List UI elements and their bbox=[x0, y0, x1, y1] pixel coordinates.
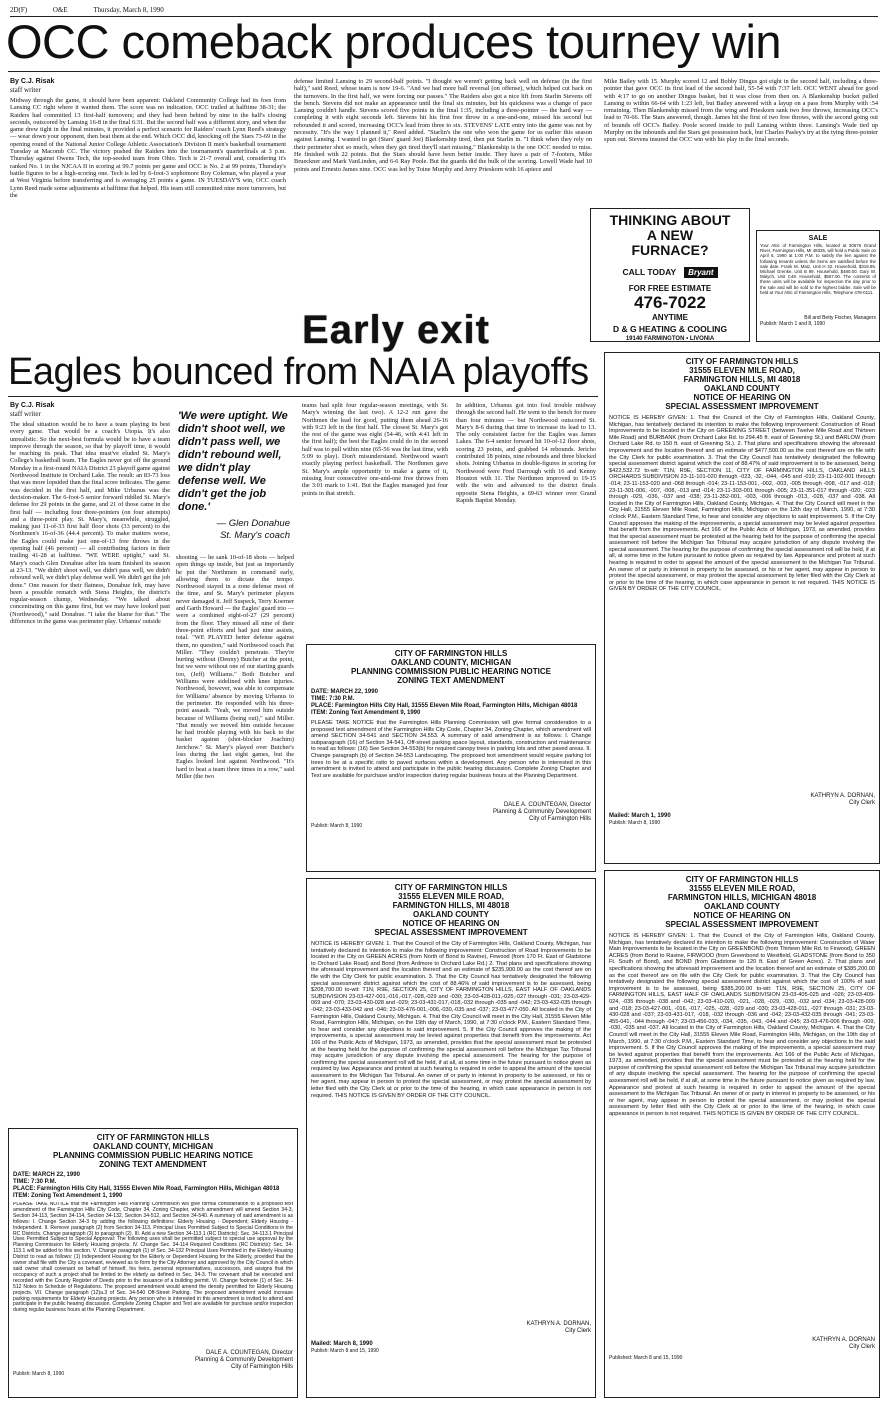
notice-signature-2: City Clerk bbox=[848, 800, 875, 806]
story2-kicker: Early exit bbox=[302, 308, 490, 352]
notice-heading-3: FARMINGTON HILLS, MICHIGAN 48018 bbox=[667, 893, 817, 902]
story1-role: staff writer bbox=[10, 86, 41, 94]
notice-heading-3: FARMINGTON HILLS, MI 48018 bbox=[683, 375, 801, 384]
notice-signature-1: KATHRYN A. DORNAN bbox=[812, 1337, 875, 1343]
ad-estimate: FOR FREE ESTIMATE bbox=[628, 284, 712, 293]
notice-time: TIME: 7:30 P.M. bbox=[13, 1179, 57, 1185]
story1-col1 bbox=[10, 78, 286, 311]
notice-heading-2: OAKLAND COUNTY, MICHIGAN bbox=[391, 658, 511, 667]
sale-publish: Publish: March 1 and 8, 1990 bbox=[760, 321, 826, 327]
story1-text-3: Mike Bailey with 15. Murphy scored 12 and Bobby Dingus got eight in the second half, including a three-pointer that gave OCC its first lead of the second half, 55-54 with 7:37 left. OCC WENT ahead for good with 4:17 to go on another Dingus basket, but it was close from then on. A Blankenship bucket pulled Lansing to within 66-64 with 1:23 left, but Bailey answered with a layup on a pass from Murphy with :54 remaining. Then Blankenship missed from the wing and Prieskorn sank two free throws, increasing OCC's lead to 70-66. The Stars answered, though. James hit the first of two free throws, with the second going out of bounds off OCC's Bailey. Poole scored inside to pull Lansing within three. Lansing's Wade tied up Murphy on the inbounds and the Stars got possession back, but Charles Pasley's try at the tying three-pointer spun out. Stevens insured the OCC win with his play in the final seconds. bbox=[604, 78, 878, 144]
notice-heading-3: PLANNING COMMISSION PUBLIC HEARING NOTICE bbox=[52, 1151, 253, 1160]
story1-text-2: defense limited Lansing to 29 second-half points. "I thought we weren't getting back well on defense (in the first half)," said Reed, whose team is now 19-6. "And we had more ball reversal (on offense), which helped cut back on the turnovers. In the first half, we were forcing our passes." The Raiders also got a nice lift from Starlin Stevens off the bench. Stevens did not make an appearance until the final six minutes, but his quickness was a change of pace Lansing couldn't handle. Stevens scored five points in the final 1:35, including a three-pointer — the hard way — completing it with eight seconds left. Stevens hit his first free throw in a one-and-one, missed his second but rebounded it and scored, increasing OCC's lead from three to six. STEVENS' LATE entry into the game was not by necessity. "It's the way I planned it," Reed added. "Starlin's the one who won the game for us earlier this season against Lansing. I wanted to get (Stars' guard Joe) Blankenship tired, then put Starlin in. "I think when they rely on their perimeter shot so much, when they get tired they'll start missing." Blankenship is the one OCC needed to miss. He finished with 22 points. But the Stars should have been better inside. They have a pair of 7-footers, Mike Brueckner and Mark VanLinden, and 6-6 Ray Poole. But the guards did the bulk of the scoring. Lowell Wade had 10 points and Ernesto James nine. OCC was led by Toine Murphy and Jerry Prieskorn with 16 apiece and bbox=[294, 78, 592, 173]
ad-phone: 476-7022 bbox=[634, 293, 706, 312]
notice-mailed: Mailed: March 8, 1990 bbox=[311, 1341, 373, 1347]
bryant-logo: Bryant bbox=[684, 267, 717, 278]
page-number: 2D(F) bbox=[10, 6, 28, 14]
story1-headline: OCC comeback produces tourney win bbox=[6, 15, 782, 68]
notice-mailed: Mailed: March 1, 1990 bbox=[609, 813, 671, 819]
pull-quote bbox=[178, 410, 290, 541]
notice-heading-4: ZONING TEXT AMENDMENT bbox=[397, 676, 505, 685]
notice-heading-1: CITY OF FARMINGTON HILLS bbox=[685, 875, 799, 884]
pull-quote-text: 'We were uptight. We didn't shoot well, we didn't pass well, we didn't rebound well, we didn't play defense well. We didn't get the job done.' bbox=[178, 410, 288, 513]
sale-notice bbox=[756, 230, 880, 342]
notice-heading-1: CITY OF FARMINGTON HILLS bbox=[96, 1133, 210, 1142]
notice-signature-1: KATHRYN A. DORNAN, bbox=[810, 793, 875, 799]
notice-item: ITEM: Zoning Text Amendment 9, 1990 bbox=[311, 710, 421, 716]
furnace-ad bbox=[590, 208, 750, 342]
notice-heading-6: SPECIAL ASSESSMENT IMPROVEMENT bbox=[665, 402, 819, 411]
pull-quote-role: St. Mary's coach bbox=[220, 530, 290, 541]
notice-signature-3: City of Farmington Hills bbox=[230, 1364, 293, 1370]
notice-heading-2: 31555 ELEVEN MILE ROAD, bbox=[398, 892, 504, 901]
notice-heading-3: FARMINGTON HILLS, MI 48018 bbox=[392, 901, 510, 910]
special-assessment-notice-3 bbox=[604, 870, 880, 1398]
story2-text-1: The ideal situation would be to have a team playing its best every game. That would be a coach's Utopia. It's also unrealistic. So the next-best formula would be to have a team improve through the season, so that by playoff time, it would be reaching its peak. That idea must've eluded St. Mary's College's basketball team. The Eagles never got off the ground Monday in a first-round NAIA District 23 playoff game against Northwood Institute in Orchard Lake. The result: an 83-73 loss that was more lopsided than the final score indicates. The game was decided in the first half, and Mike Urbanus was the decision-maker. The 6-foot-5 senior forward riddled St. Mary's defense for 29 points in the game, and 21 of those came in the first half — including four three-pointers (on four attempts) and a three-point play. St. Mary's, meanwhile, struggled, making just 11-of-33 first half floor shots (33 percent) to the Northmen's 16-of-36 (44.4 percent). To make matters worse, the Eagles could make just one-of-13 free throws in the opening half (46 percent) — all contributing factors in their trailing 41-28 at halftime. "WE WERE uptight," said St. Mary's coach Glen Donahue after his team finished its season at 23-13. "We didn't shoot well, we didn't pass well, we didn't rebound well, we didn't play defense well. We didn't get the job done." One reason for their flatness, Donahue felt, may have been a possible rematch with Siena Heights, the district's regular-season champ, Wednesday. "We talked about concentrating on this game first, but we may have looked past (Northwood)," said Donahue. "I take the blame for that." The difference in the game was perimeter play. Urbanus' outside bbox=[10, 421, 170, 626]
planning-notice-2 bbox=[8, 1128, 298, 1398]
notice-body: NOTICE IS HEREBY GIVEN: 1. That the Council of the City of Farmington Hills, Oakland County, Michigan, has tentatively declared its intention to make the following improvement: Construction of Road Improvements to be located in the City on GREEN ACRES (from North of Bond to Ravine), Firwood (from 170 Ft. East of Gladstone to Orchard Lake Road) and Bond (from Ardmore to Orchard Lake Rd.) 2. That plans and specifications showing the aforesaid improvement and the location thereof and an estimate of $235,900.00 as the cost thereof are on file with the City Clerk for public examination. 3. That the City Council has tentatively designated the following special assessment district against which the cost of 88.46% of said improvement is to be assessed, being $208,700.00 to-wit: T1N, R9E, SECTION 25, CITY OF FARMINGTON HILLS, EAST HALF OF OAKLANDS SUBDIVISION 23-03-427-001,-016,-017,-028,-029 and -030; 23-03-428-011,-025,-027 through -031; 23-03-429-069 and -070; 23-03-430-028 and -029; 23-03-431-017,-018,-032 through -035 and -042; 23-03-432-035 through -042; 23-03-433-042 and -046; 23-03-476-001,-006,-030,-035 and -037; 23-03-477-050. All located in the City of Farmington Hills, Oakland County, Michigan. 4. That the City Council will meet in the City Hall, 31555 Eleven Mile Road, Farmington Hills, Michigan, on the 19th day of March, 1990, at 7:30 o'clock P.M., Eastern Standard Time, to hear and consider any objections to said improvement. 5. If the City Council approves the making of the improvements, a special assessment may be levied against properties that benefit from the improvements. Act 166 of the Public Acts of Michigan, 1973, as amended, provides that the special assessment must be protested at the hearing held for the purpose of confirming the special assessment roll before the Michigan Tax Tribunal may acquire jurisdiction of any dispute involving the special assessment. The hearing for the purpose of confirming the special assessment roll will be held, if at all, at some time in the future pursuant to notice given as required by law. Appearance and protest at such hearing is required in order to appeal the amount of the special assessment to the Michigan Tax Tribunal. An owner of or party in interest in property to be assessed, or his or her agent, may appear in person to protest the special assessment, or may protest the special assessment by letter filed with the City Clerk at or prior to the time of the hearing, in which case appearance in person is not required. THIS NOTICE IS GIVEN BY ORDER OF THE CITY COUNCIL. bbox=[311, 941, 591, 1099]
notice-signature-2: City Clerk bbox=[564, 1328, 591, 1334]
notice-item: ITEM: Zoning Text Amendment 1, 1990 bbox=[13, 1193, 123, 1199]
sale-title: SALE bbox=[808, 235, 828, 242]
notice-signature-1: DALE A. COUNTEGAN, Director bbox=[503, 802, 591, 808]
notice-heading-5: NOTICE OF HEARING ON bbox=[693, 393, 791, 402]
ad-anytime: ANYTIME bbox=[652, 313, 688, 322]
divider bbox=[8, 396, 598, 397]
special-assessment-notice-1 bbox=[306, 878, 596, 1398]
story2-headline: Eagles bounced from NAIA playoffs bbox=[8, 351, 589, 393]
notice-body: PLEASE TAKE NOTICE that the Farmington Hills Planning Commission will give formal consideration to a proposed text amendment of the Farmington Hills City Code, Chapter 34, Zoning Chapter, which amendment will amend SECTION 34-541 and SECTION 34.553. A summary of said amendment is as follows: I. Change subparagraph (16) of Section 34-541, Off-street parking space layout, standards, construction and maintenance to read as follows: (16) See Section 34-553(b) for required canopy trees in parking lots and other paved areas. II. Change paragraph (b) of Section 34-553 Landscaping. The proposed text amendment would require parking lot trees to be at a specific ratio to paved surfaces within a development. Any person who is interested in this amendment is invited to attend and participate in the public hearing discussion. Complete Zoning Chapter and Text are available for purchase and/or inspection during regular business hours at the Planning Department. bbox=[311, 720, 591, 779]
notice-publish: Publish: March 8, 1990 bbox=[609, 820, 661, 826]
notice-signature-2: Planning & Community Development bbox=[492, 809, 591, 815]
notice-heading-1: CITY OF FARMINGTON HILLS bbox=[394, 649, 508, 658]
notice-signature-2: Planning & Community Development bbox=[194, 1357, 293, 1363]
ad-line-1: THINKING ABOUT bbox=[609, 212, 731, 228]
notice-place: PLACE: Farmington Hills City Hall, 31555 Eleven Mile Road, Farmington Hills, Michigan 48018 bbox=[13, 1186, 280, 1192]
notice-heading-4: OAKLAND COUNTY bbox=[413, 910, 489, 919]
notice-signature-1: DALE A. COUNTEGAN, Director bbox=[205, 1350, 293, 1356]
notice-heading-2: 31555 ELEVEN MILE ROAD, bbox=[689, 884, 795, 893]
notice-signature-3: City of Farmington Hills bbox=[528, 816, 591, 822]
paper-name: O&E bbox=[52, 6, 68, 14]
sale-signature: Bill and Betty Fischer, Managers bbox=[804, 315, 876, 321]
notice-heading-1: CITY OF FARMINGTON HILLS bbox=[394, 883, 508, 892]
notice-heading-4: ZONING TEXT AMENDMENT bbox=[99, 1160, 207, 1169]
notice-date: DATE: MARCH 22, 1990 bbox=[13, 1172, 80, 1178]
ad-line-3: FURNACE? bbox=[631, 242, 709, 258]
notice-time: TIME: 7:30 P.M. bbox=[311, 696, 355, 702]
notice-heading-2: 31555 ELEVEN MILE ROAD, bbox=[689, 366, 795, 375]
notice-publish: Published: March 8 and 15, 1990 bbox=[609, 1355, 683, 1361]
story2-text-4: In addition, Urbanus got into foul trouble midway through the second half. He went to the bench for more than four minutes — but Northwood outscored St. Mary's 8-6 during that time to increase its lead to 13. The only consistent factor for the Eagles was James Lakes. The 6-4 senior forward hit 10-of-12 floor shots, scoring 23 points, and grabbed 14 rebounds. Jericho contributed 18 points, nine rebounds and three blocked shots. Joining Urbanus in double-figures in scoring for Northwood were Fred Darrough with 16 and Kenny Houston with 11. The Northmen improved to 19-15 with the win and advanced to the district finals opposite Siena Heights, a 69-63 winner over Grand Rapids Baptist Monday. bbox=[456, 402, 596, 504]
story1-byline: By C.J. Risak bbox=[10, 78, 55, 85]
divider bbox=[8, 71, 880, 72]
notice-heading-2: OAKLAND COUNTY, MICHIGAN bbox=[93, 1142, 213, 1151]
ad-call-row bbox=[595, 262, 745, 280]
notice-heading-6: SPECIAL ASSESSMENT IMPROVEMENT bbox=[665, 920, 819, 929]
notice-signature-1: KATHRYN A. DORNAN, bbox=[526, 1321, 591, 1327]
notice-signature-2: City Clerk bbox=[848, 1344, 875, 1350]
ad-address: 19140 FARMINGTON • LIVONIA bbox=[625, 336, 715, 342]
ad-company: D & G HEATING & COOLING bbox=[612, 324, 728, 334]
ad-line-2: A NEW bbox=[646, 227, 694, 243]
notice-publish: Publish: March 8, 1990 bbox=[311, 823, 363, 829]
notice-heading-4: OAKLAND COUNTY bbox=[704, 902, 780, 911]
story1-text-1: Midway through the game, it should have been apparent: Oakland Community College had its foes from Lansing CC right where it wanted them. The score was no indication. OCC trailed at halftime 38-31; the Raiders had committed 13 first-half turnovers; and they had been behind by nine in the half's closing seconds, outscored by Lansing 16-8 in the final 6:31. But the second half was a different story, and when the game drew tight in the final minutes, it provided a perfect scenario for Raiders' coach Lynn Reed's strategy — wear down your opponent, then beat them at the end. Which OCC did, knocking off the Stars 73-69 in the opening round of the National Junior College Athletic Association's Division II men's basketball tournament Tuesday at Macomb CC. The victory pushed the Raiders into the tournament's quarterfinals at 3 p.m. Thursday against Owens Tech, the top-seeded team from Ohio. Tech is 21-7 overall and, considering it's ranked No. 1 in the NJCAA II in scoring at 99.7 points per game and OCC is No. 2 at 99 points, Thursday's battle figures to be a high-scoring one. Tech is led by 6-foot-3 sophomore Roy Coleman, who played a year at West Virginia before transferring and is averaging 25 points a game. IN TUESDAY'S win, OCC coach Lynn Reed made some adjustments at halftime that helped. His team still committed nine more turnovers, but the bbox=[10, 97, 286, 199]
story2-col1 bbox=[10, 402, 170, 1153]
notice-body: NOTICE IS HEREBY GIVEN: 1. That the Council of the City of Farmington Hills, Oakland County, Michigan, has tentatively declared its intention to make the following improvement: Construction of Road Improvements to be located in the City on GREENING STREET (between Twelve Mile Road and Thirteen Mile Road) and BURBANK (from Orchard Lake Rd. to 294.45 ft. east of Greening St.) and BARLOW (from Orchard Lake Rd. to 150 ft. east of Greening St.). 2. That plans and specifications showing the aforesaid improvement and the location thereof and an estimate of $477,500.00 as the cost thereof are on file with the City Clerk for public examination. 3. That the City Council has tentatively designated the following special assessment district against which the cost of 88.47% of said improvement is to be assessed, being $422,532.72 to-wit: T1N, R9E, SECTION 11, CITY OF FARMINGTON HILLS, OAKLAND HILLS ORCHARDS SUBDIVISION 23-11-101-020 through -023, -32, -044, -045 and -019; 23-11-102-001 through -014; 23-11-153-020 and -068 through -014; 23-11-153-001, -002, -003, -005 through -008, -017 and -018; 23-11-301-006, -007, -008, -013 and -014; 23-11-303-001 through -005; 23-11-351-017 through -020, -023 through -029, -036, -037 and -038; 23-11-352-001, -003, -006 through -013, -028, -037 and -038. All located in the City of Farmington Hills, Oakland County, Michigan. 4. That the City Council will meet in the City Hall, 31555 Eleven Mile Road, Farmington Hills, Michigan on the 12th day of March, 1990, at 7:30 o'clock P.M., Eastern Standard Time, to hear and consider any objections to said improvement. 5. If the City Council approves the making of the improvements, a special assessment may be levied against properties that benefit from the improvements. Act 166 of the Public Acts of Michigan, 1973, as amended, provides that the special assessment must be protested at the hearing held for the purpose of confirming the special assessment roll before the Michigan Tax Tribunal may acquire jurisdiction of any dispute involving the special assessment. The hearing for the purpose of confirming the special assessment roll will be held, if at all, at some time in the future pursuant to notice given as required by law. Appearance and protest at such hearing is required in order to appeal the amount of the special assessment to the Michigan Tax Tribunal. An owner of or party in interest in property to be assessed, or his or her agent, may appear in person to protest the special assessment, or may protest the special assessment by letter filed with the City Clerk at or prior to the time of the hearing, in which case appearance in person is not required. THIS NOTICE IS GIVEN BY ORDER OF THE CITY COUNCIL. bbox=[609, 415, 875, 593]
story2-text-3: teams had split four regular-season meetings, with St. Mary's winning the last two). A 12-2 run gave the Northmen the lead for good, putting them ahead 26-16 with 9:23 left in the first half. The closest St. Mary's got the rest of the game was eight (54-46, with 4:41 left in the first half); the best the Eagles could do in the second half was to pull within nine (65-56 was the last time, with 5:09 to play). Don't misunderstand. Northwood wasn't exactly playing perfect basketball. The Northmen gave St. Mary's ample opportunity to make a game of it, missing four consecutive one-and-one free throws from the 3:01 mark to 1:41. But the Eagles managed just four points in that stretch. bbox=[302, 402, 448, 497]
story2-role: staff writer bbox=[10, 410, 41, 418]
notice-heading-5: NOTICE OF HEARING ON bbox=[693, 911, 791, 920]
ad-call: CALL TODAY bbox=[622, 267, 677, 277]
pull-quote-attribution: — Glen Donahue bbox=[216, 518, 290, 529]
notice-heading-1: CITY OF FARMINGTON HILLS bbox=[685, 357, 799, 366]
notice-heading-3: PLANNING COMMISSION PUBLIC HEARING NOTICE bbox=[350, 667, 551, 676]
special-assessment-notice-2 bbox=[604, 352, 880, 864]
notice-heading-4: OAKLAND COUNTY bbox=[704, 384, 780, 393]
notice-place: PLACE: Farmington Hills City Hall, 31555 Eleven Mile Road, Farmington Hills, Michigan 48018 bbox=[311, 703, 578, 709]
sale-body: Your Attic of Farmington Hills, located at 30675 Grand River, Farmington Hills, MI 48335, will hold a Public Sale on April 6, 1990 at 1:00 P.M. to satisfy the lien against the following tenants unless the items are satisfied before the sale date. Frank M. Matz, Unit H 32. Household, $318.95. Michael Grenke, Unit B 99. Household, $480.00. Gary W. Malych, Unit C48. Household, $567.00. The contents of these units will be available for inspection the day prior to the sale and will be sold to the highest bidder. Sale will be held at Your Attic of Farmington Hills. Telephone 478-0111. bbox=[760, 243, 876, 295]
notice-publish: Publish: March 8 and 15, 1990 bbox=[311, 1348, 379, 1354]
issue-date: Thursday, March 8, 1990 bbox=[93, 6, 164, 14]
story2-byline: By C.J. Risak bbox=[10, 402, 55, 409]
notice-date: DATE: MARCH 22, 1990 bbox=[311, 689, 378, 695]
story2-text-2: shooting — he sank 10-of-18 shots — helped open things up inside, but just as importantly he put the Northmen in command early, allowing them to dictate the tempo. Northwood stayed in a zone defense most of the time, and St. Mary's perimeter players never damaged it. Jeff Suspeck, Terry Koerner and Garth Howard — the Eagles' guard trio — were a combined eight-of-27 (29 percent) from the floor. They missed all nine of their three-point efforts and had just nine assists, total. "WE PLAYED better defense against them, no question," said Northwood coach Pat Miller. "They couldn't penetrate. They're hurting without (Denny) Butcher at the point, but we were without one of our starting guards too, (Jeff) Williams." Both Butcher and Williams were sidelined with knee injuries. Northwood, however, was able to compensate for Williams' absence by moving Urbanus to the perimeter. He responded with his three-point assault. "Yeah, we moved him outside because of Williams (being out)," said Miller. "But mostly we moved him outside because he had trouble playing with his back to the basket against (shot-blocker Joachim) Jerichow." St. Mary's played over Butcher's loss during the last eight games, but the Eagles looked lost against Northwood. "It's hard to beat a team three times in a row," said Miller (the two bbox=[176, 554, 294, 780]
notice-heading-6: SPECIAL ASSESSMENT IMPROVEMENT bbox=[374, 928, 528, 937]
notice-body: PLEASE TAKE NOTICE that the Farmington Hills Planning Commission will give formal consideration to a proposed text amendment of the Farmington Hills City Code, Chapter 34, Zoning Chapter, which amendment will amend Section 34-3, Section 34-113, Section 34-114, Section 34-132, Section 34-512, and Section 34-540. A summary of said amendment is as follows: I. Change Section 34-3 by adding the following definitions: Elderly Housing - Dependent; Elderly Housing - Independent. II. Remove paragraph (2) from Section 34-113, Principal Uses Permitted Subject to Special Conditions in the RC Districts. Change paragraph (3) to paragraph (2). III. Add a new Section 34-113.1 (RC Districts): Sec. 34-113.1 Principal Uses Permitted Subject to Special Approval: The following uses shall be permitted subject to special use approval by the Planning Commission for Elderly Housing projects. IV. Change Sec. 34-114 Required Conditions (RC Districts): Sec. 34-113.1 will be added to this section. V. Change paragraph (1) of Sec. 34-132 Principal Uses Permitted in the Elderly Housing District to read as follows: (1) Independent Housing for the Elderly or Dependent Housing for the Elderly, provided that the owner shall file with the City a covenant, reviewed as to form by the City Attorney and approved by the City Council in which said owner shall covenant on behalf of himself, his heirs, personal representatives, successors, and assigns that the occupancy of such a project shall be limited to the elderly as defined in Sec. 34-3. The covenant shall be executed and recorded with the County Register of Deeds prior to the issuance of a building permit. VI. Change footnote (1) of Sec. 34-512 Notes to Schedule of Regulations. The proposed amendment would amend the density permitted for Elderly Housing projects. VII. Change paragraph (12)a.3 of Sec. 34-540 Off-Street Parking. The proposed amendment would increase parking requirements for Elderly Housing projects. Any person who is interested in this amendment is invited to attend and participate in the public hearing discussion. Complete Zoning Chapter and Text are available for purchase and/or inspection during regular business hours at the Planning Department. bbox=[13, 1202, 293, 1314]
planning-notice-1 bbox=[306, 644, 596, 872]
notice-publish: Publish: March 8, 1990 bbox=[13, 1371, 65, 1377]
notice-body: NOTICE IS HEREBY GIVEN: 1. That the Council of the City of Farmington Hills, Oakland County, Michigan, has tentatively declared its intention to make the following improvement: Construction of Water Main Improvements to be located in the City on GREENBOND (from Thirteen Mile Rd. to Firwood), GREEN ACRES (from Bond to Ravine, FIRWOOD (from Greenbond to Westfield, GLADSTONE (from Bond to 350 Ft. South of Bond), and BOND (from Gladstone to 120 ft. East of Green Acres). 2. That plans and specifications showing the aforesaid improvement and the location thereof and an estimate of $385,200.00 as the cost thereof are on file with the City Clerk for public examination. 3. That the City Council has tentatively designated the following special assessment district against which the cost of 100% of said improvement is to be assessed, being $385,200.00 to-wit: T1N, R9E, SECTION 25, CITY OF FARMINGTON HILLS, EAST HALF OF OAKLANDS SUBDIVISION 23-03-405-025 and -026; 23-03-409-024, -035 through -038 and -042; 23-03-410-020, -021, -028, -029, -030, -032 and -034; 23-03-428-009 and -018; 23-03-427-001, -016, -017, -025, -028, -029 and -030; 23-03-428-011, -027 through -031; 23-03-430-028 and -037; 23-03-431-017, -018, -032 through -036 and -042; 23-03-432-035 through -041; 23-03-455-041, -044 through -047; 23-03-456-033, -034, -035, -043, -044 and -045; 23-03-476-006 through -009, -030, -035 and -037. All located in the City of Farmington Hills, Oakland County, Michigan. 4. That the City Council will meet in the City Hall, 31555 Eleven Mile Road, Farmington Hills, Michigan, on the 19th day of March, 1990, at 7:30 o'clock P.M., Eastern Standard Time, to hear and consider any objections to the said improvement. 5. If the City Council approves the making of the improvements, a special assessment may be levied against properties that benefit from the improvements. Act 166 of the Public Acts of Michigan, 1973, as amended, provides that the special assessment must be protested at the hearing held for the purpose of confirming the special assessment roll before the Michigan Tax Tribunal may acquire jurisdiction of any dispute involving the special assessment. The hearing for the purpose of confirming the special assessment roll will be held, if at all, at some time in the future pursuant to notice given as required by law. Appearance and protest at such hearing is required in order to appeal the amount of the special assessment to the Michigan Tax Tribunal. An owner of or party in interest in property to be assessed, or his or her agent, may appear in person to protest the special assessment, or may protest the special assessment by letter filed with the City Clerk at or prior to the time of the hearing, in which case appearance in person is not required. THIS NOTICE IS GIVEN BY ORDER OF THE CITY COUNCIL. bbox=[609, 933, 875, 1118]
notice-heading-5: NOTICE OF HEARING ON bbox=[402, 919, 500, 928]
